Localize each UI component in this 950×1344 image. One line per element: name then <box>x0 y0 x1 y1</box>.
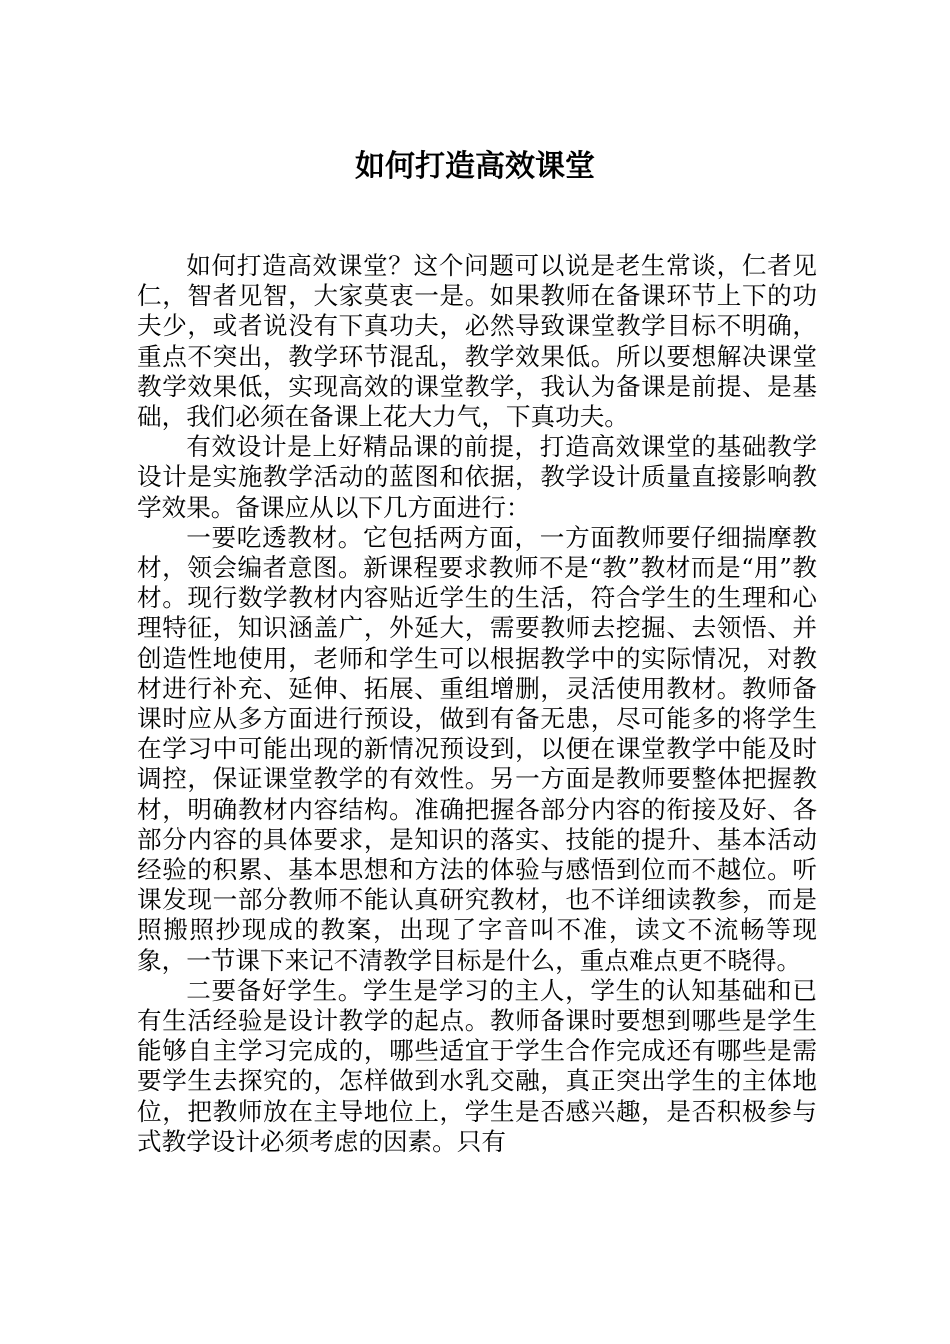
paragraph-4: 二要备好学生。学生是学习的主人，学生的认知基础和已有生活经验是设计教学的起点。教师备课时要想到哪些是学生能够自主学习完成的，哪些适宜于学生合作完成还有哪些是需要学生去探究的，怎样做到水乳交融，真正突出学生的主体地位，把教师放在主导地位上，学生是否感兴趣，是否积极参与式教学设计必须考虑的因素。只有 <box>137 975 817 1156</box>
document-title: 如何打造高效课堂 <box>355 149 595 184</box>
document-body <box>137 251 817 1157</box>
paragraph-3: 一要吃透教材。它包括两方面，一方面教师要仔细揣摩教材，领会编者意图。新课程要求教师不是“教”教材而是“用”教材。现行数学教材内容贴近学生的生活，符合学生的生理和心理特征，知识涵盖广，外延大，需要教师去挖掘、去领悟、并创造性地使用，老师和学生可以根据教学中的实际情况，对教材进行补充、延伸、拓展、重组增删，灵活使用教材。教师备课时应从多方面进行预设，做到有备无患，尽可能多的将学生在学习中可能出现的新情况预设到，以便在课堂教学中能及时调控，保证课堂教学的有效性。另一方面是教师要整体把握教材，明确教材内容结构。准确把握各部分内容的衔接及好、各部分内容的具体要求，是知识的落实、技能的提升、基本活动经验的积累、基本思想和方法的体验与感悟到位而不越位。听课发现一部分教师不能认真研究教材，也不详细读教参，而是照搬照抄现成的教案，出现了字音叫不准，读文不流畅等现象，一节课下来记不清教学目标是什么，重点难点更不晓得。 <box>137 522 817 975</box>
paragraph-1: 如何打造高效课堂？这个问题可以说是老生常谈，仁者见仁，智者见智，大家莫衷一是。如果教师在备课环节上下的功夫少，或者说没有下真功夫，必然导致课堂教学目标不明确，重点不突出，教学环节混乱，教学效果低。所以要想解决课堂教学效果低，实现高效的课堂教学，我认为备课是前提、是基础，我们必须在备课上花大力气，下真功夫。 <box>137 251 817 432</box>
paragraph-2: 有效设计是上好精品课的前提，打造高效课堂的基础教学设计是实施教学活动的蓝图和依据，教学设计质量直接影响教学效果。备课应从以下几方面进行： <box>137 432 817 522</box>
